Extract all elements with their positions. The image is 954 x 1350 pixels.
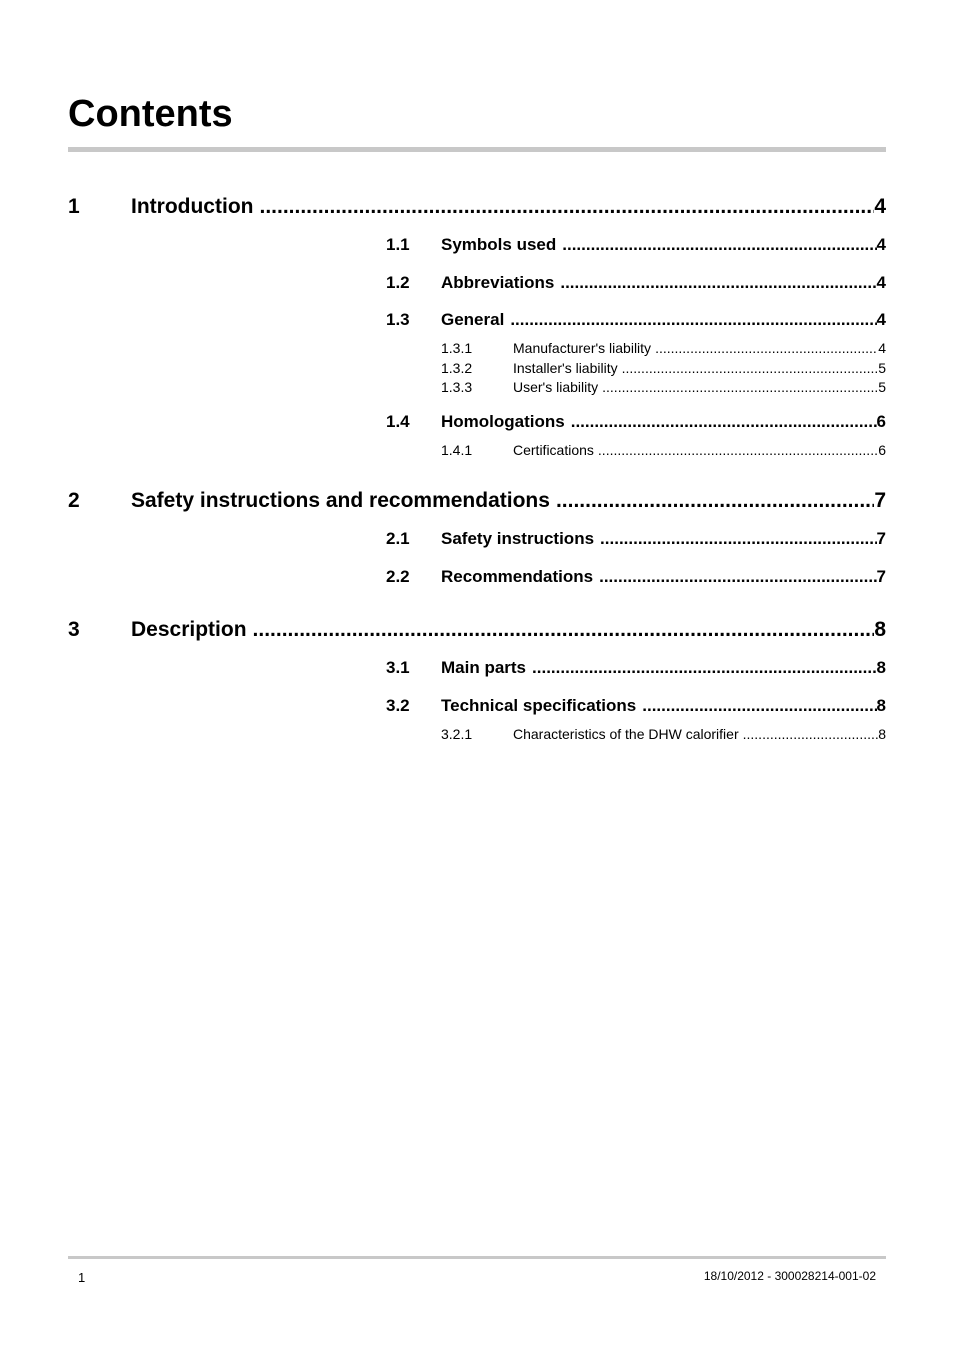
dot-leader xyxy=(743,725,879,743)
toc-entry-1-4[interactable] xyxy=(386,411,886,433)
dot-leader xyxy=(599,566,876,588)
dot-leader xyxy=(622,359,879,377)
dot-leader xyxy=(600,528,876,550)
toc-page: 5 xyxy=(878,360,886,376)
toc-title: Safety instructions xyxy=(441,529,595,548)
toc-entry-1-2[interactable] xyxy=(386,272,886,294)
toc-title: Description xyxy=(131,618,247,641)
toc-title: Characteristics of the DHW calorifier xyxy=(513,726,739,742)
toc-page: 8 xyxy=(874,618,886,641)
dot-leader xyxy=(642,695,876,717)
toc-title: Symbols used xyxy=(441,235,557,254)
toc-number: 1.3 xyxy=(386,310,410,329)
dot-leader xyxy=(253,617,875,643)
dot-leader xyxy=(562,234,876,256)
toc-entry-3[interactable] xyxy=(68,617,886,643)
toc-title: Introduction xyxy=(131,195,254,218)
toc-entry-3-1[interactable] xyxy=(386,657,886,679)
dot-leader xyxy=(259,194,874,220)
toc-number: 1.3.3 xyxy=(441,379,473,395)
toc-entry-1-3[interactable] xyxy=(386,309,886,331)
toc-page: 7 xyxy=(876,529,886,548)
toc-entry-3-2[interactable] xyxy=(386,695,886,717)
toc-number: 1.2 xyxy=(386,273,410,292)
footer-page-number: 1 xyxy=(78,1270,86,1285)
dot-leader xyxy=(510,309,876,331)
toc-title: Installer's liability xyxy=(513,360,618,376)
toc-entry-1-1[interactable] xyxy=(386,234,886,256)
toc-page: 7 xyxy=(874,489,886,512)
toc-number: 3.2 xyxy=(386,696,410,715)
toc-title: User's liability xyxy=(513,379,599,395)
toc-number: 1.3.2 xyxy=(441,360,473,376)
toc-page: 6 xyxy=(876,412,886,431)
toc-page: 8 xyxy=(876,696,886,715)
toc-title: Manufacturer's liability xyxy=(513,340,652,356)
toc-entry-1-4-1[interactable] xyxy=(441,441,886,459)
dot-leader xyxy=(532,657,877,679)
page-title: Contents xyxy=(68,93,233,135)
toc-title: Safety instructions and recommendations xyxy=(131,489,550,512)
toc-page: 4 xyxy=(876,273,886,292)
toc-entry-1[interactable] xyxy=(68,194,886,220)
title-divider xyxy=(68,147,886,152)
footer-divider xyxy=(68,1256,886,1259)
toc-number: 2.2 xyxy=(386,567,410,586)
toc-page: 4 xyxy=(876,310,886,329)
toc-page: 4 xyxy=(874,195,886,218)
toc-page: 5 xyxy=(878,379,886,395)
toc-title: Technical specifications xyxy=(441,696,637,715)
toc-number: 3 xyxy=(68,618,80,641)
toc-page: 4 xyxy=(876,235,886,254)
toc-entry-2-2[interactable] xyxy=(386,566,886,588)
toc-title: Main parts xyxy=(441,658,527,677)
toc-entry-3-2-1[interactable] xyxy=(441,725,886,743)
dot-leader xyxy=(556,488,874,514)
dot-leader xyxy=(602,378,878,396)
footer-reference: 18/10/2012 - 300028214-001-02 xyxy=(703,1269,876,1283)
dot-leader xyxy=(560,272,876,294)
toc-entry-2-1[interactable] xyxy=(386,528,886,550)
toc-number: 1 xyxy=(68,195,80,218)
toc-page: 4 xyxy=(878,340,886,356)
toc-entry-2[interactable] xyxy=(68,488,886,514)
toc-page: 8 xyxy=(876,658,886,677)
toc-number: 1.3.1 xyxy=(441,340,473,356)
toc-page: 6 xyxy=(878,442,886,458)
toc-number: 3.1 xyxy=(386,658,410,677)
toc-number: 1.4 xyxy=(386,412,410,431)
toc-title: Homologations xyxy=(441,412,565,431)
toc-number: 1.4.1 xyxy=(441,442,473,458)
toc-number: 3.2.1 xyxy=(441,726,473,742)
toc-number: 1.1 xyxy=(386,235,410,254)
dot-leader xyxy=(598,441,878,459)
toc-entry-1-3-2[interactable] xyxy=(441,359,886,377)
toc-page: 7 xyxy=(876,567,886,586)
toc-number: 2.1 xyxy=(386,529,410,548)
toc-page: 8 xyxy=(878,726,886,742)
toc-entry-1-3-3[interactable] xyxy=(441,378,886,396)
toc-title: Abbreviations xyxy=(441,273,555,292)
toc-title: Certifications xyxy=(513,442,594,458)
toc-entry-1-3-1[interactable] xyxy=(441,339,886,357)
dot-leader xyxy=(571,411,877,433)
toc-title: Recommendations xyxy=(441,567,594,586)
dot-leader xyxy=(655,339,878,357)
toc-number: 2 xyxy=(68,489,80,512)
toc-title: General xyxy=(441,310,505,329)
